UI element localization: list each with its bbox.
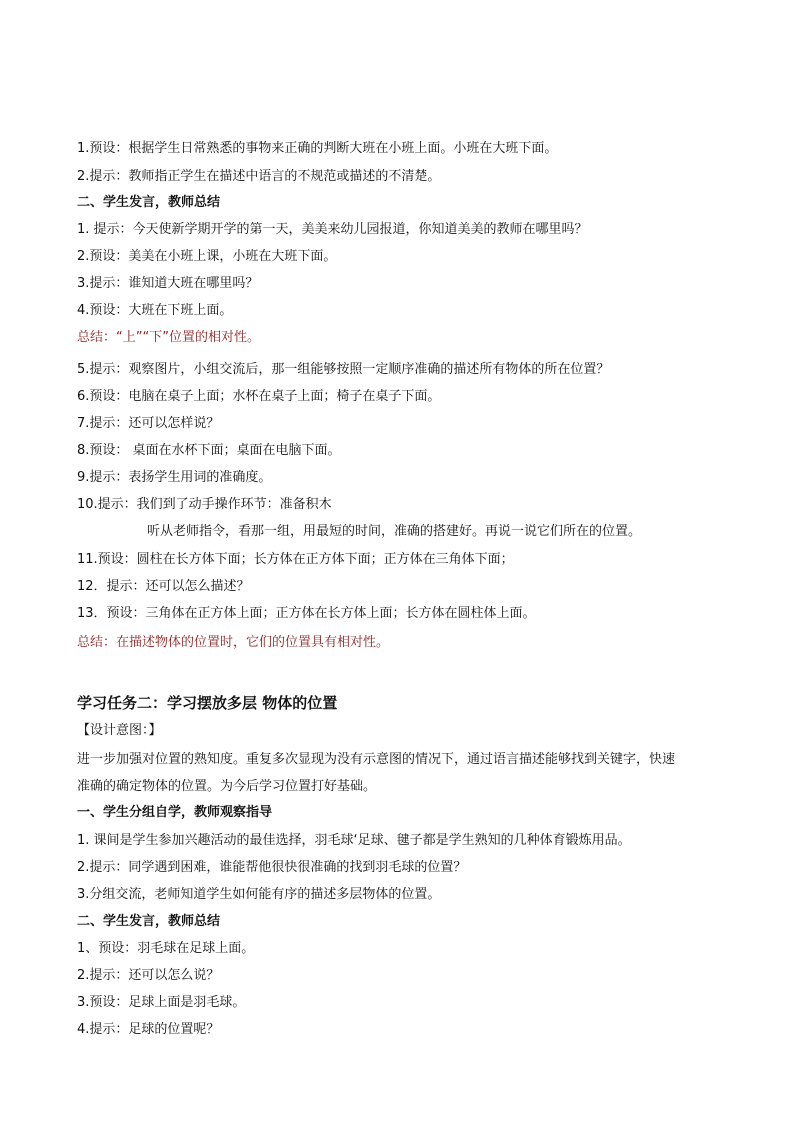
- text-line: 12．提示：还可以怎么描述？: [77, 579, 250, 594]
- text-line: 听从老师指令，看那一组，用最短的时间，准确的搭建好。再说一说它们所在的位置。: [147, 524, 642, 539]
- section-heading: 二、学生发言，教师总结: [77, 914, 221, 929]
- text-line: 5.提示：观察图片，小组交流后，那一组能够按照一定顺序准确的描述所有物体的所在位置？: [77, 362, 610, 377]
- text-line: 10.提示：我们到了动手操作环节：准备积木: [77, 497, 332, 512]
- text-line: 4.预设：大班在下班上面。: [77, 303, 233, 318]
- text-line: 13．预设：三角体在正方体上面；正方体在长方体上面；长方体在圆柱体上面。: [77, 606, 536, 621]
- text-line: 2.提示：同学遇到困难，谁能帮他很快很准确的找到羽毛球的位置？: [77, 860, 467, 875]
- text-line: 11.预设：圆柱在长方体下面；长方体在正方体下面；正方体在三角体下面；: [77, 552, 514, 567]
- section-heading: 一、学生分组自学，教师观察指导: [77, 805, 273, 820]
- text-line: 2.预设：美美在小班上课，小班在大班下面。: [77, 249, 337, 264]
- text-line: 2.提示：还可以怎么说？: [77, 968, 220, 983]
- summary-line: 总结：在描述物体的位置时，它们的位置具有相对性。: [77, 635, 390, 650]
- section-title: 学习任务二：学习摆放多层 物体的位置: [77, 694, 338, 712]
- text-line: 3.分组交流，老师知道学生如何能有序的描述多层物体的位置。: [77, 887, 441, 902]
- text-line: 1. 提示：今天使新学期开学的第一天，美美来幼儿园报道，你知道美美的教师在哪里吗？: [77, 222, 588, 237]
- text-line: 1、预设：羽毛球在足球上面。: [77, 941, 255, 956]
- text-line: 3.预设：足球上面是羽毛球。: [77, 995, 246, 1010]
- text-line: 9.提示：表扬学生用词的准确度。: [77, 470, 272, 485]
- text-line: 1. 课间是学生参加兴趣活动的最佳选择，羽毛球‘足球、毽子都是学生熟知的几种体育锻炼用品。: [77, 833, 631, 848]
- text-line: 准确的确定物体的位置。为今后学习位置打好基础。: [77, 779, 377, 794]
- section-heading: 二、学生发言，教师总结: [77, 195, 221, 210]
- text-line: 1.预设：根据学生日常熟悉的事物来正确的判断大班在小班上面。小班在大班下面。: [77, 141, 558, 156]
- text-line: 6.预设：电脑在桌子上面；水杯在桌子上面；椅子在桌子下面。: [77, 389, 441, 404]
- text-line: 3.提示：谁知道大班在哪里吗？: [77, 276, 259, 291]
- text-line: 进一步加强对位置的熟知度。重复多次显现为没有示意图的情况下，通过语言描述能够找到关键字，快速: [77, 752, 676, 767]
- text-line: 4.提示：足球的位置呢？: [77, 1022, 220, 1037]
- design-label: 【设计意图：】: [77, 723, 162, 738]
- text-line: 8.预设： 桌面在水杯下面；桌面在电脑下面。: [77, 443, 341, 458]
- summary-line: 总结：“上”“下”位置的相对性。: [77, 330, 260, 345]
- text-line: 2.提示：教师指正学生在描述中语言的不规范或描述的不清楚。: [77, 169, 441, 184]
- text-line: 7.提示：还可以怎样说？: [77, 416, 220, 431]
